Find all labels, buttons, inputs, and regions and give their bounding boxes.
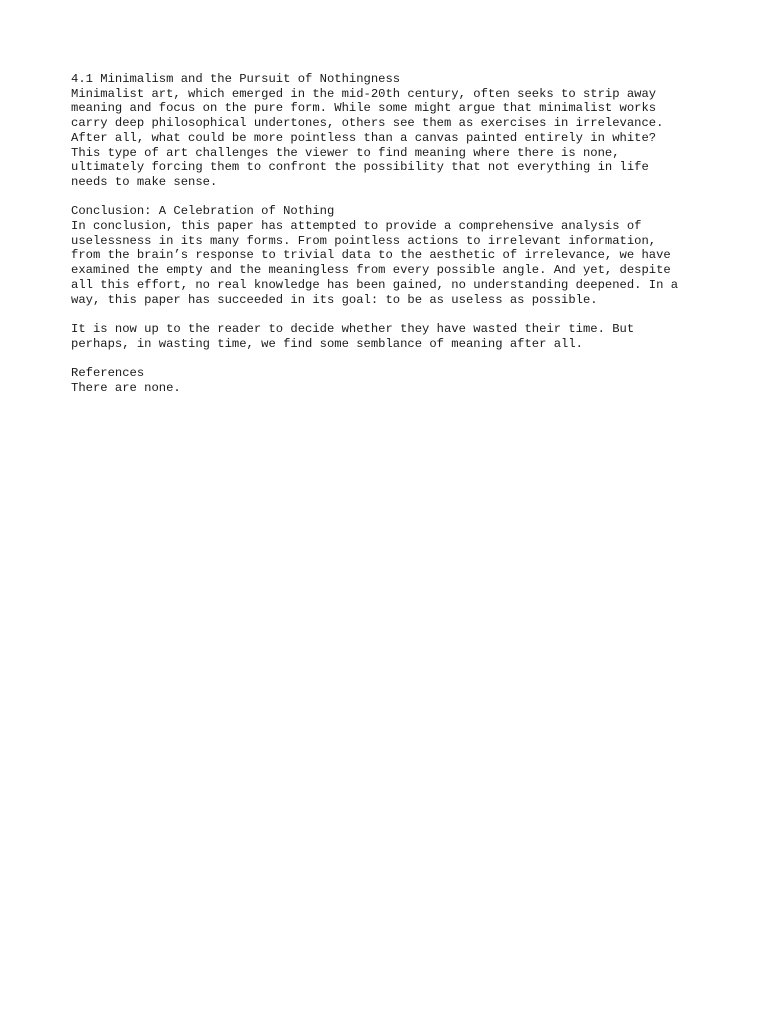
paragraph-line: uselessness in its many forms. From pointless actions to irrelevant information,: [71, 233, 657, 248]
paragraph-line: Minimalist art, which emerged in the mid-20th century, often seeks to strip away: [71, 86, 657, 101]
document-page: [71, 72, 711, 410]
paragraph-line: This type of art challenges the viewer to find meaning where there is none,: [71, 145, 620, 160]
paragraph-line: It is now up to the reader to decide whether they have wasted their time. But: [71, 321, 635, 336]
references-text: There are none.: [71, 380, 181, 395]
paragraph-line: way, this paper has succeeded in its goal: to be as useless as possible.: [71, 292, 598, 307]
section-conclusion: [71, 204, 711, 307]
paragraph-line: examined the empty and the meaningless from every possible angle. And yet, despite: [71, 263, 671, 278]
paragraph-line: meaning and focus on the pure form. While some might argue that minimalist works: [71, 101, 657, 116]
section-heading: 4.1 Minimalism and the Pursuit of Nothingness: [71, 72, 401, 86]
section-references: [71, 366, 711, 395]
paragraph-line: from the brain’s response to trivial data to the aesthetic of irrelevance, we have: [71, 248, 671, 263]
paragraph-line: ultimately forcing them to confront the possibility that not everything in life: [71, 160, 649, 175]
paragraph-line: carry deep philosophical undertones, others see them as exercises in irrelevance.: [71, 116, 664, 131]
closing-paragraph: [71, 322, 711, 351]
paragraph-line: In conclusion, this paper has attempted to provide a comprehensive analysis of: [71, 219, 642, 234]
paragraph-line: perhaps, in wasting time, we find some semblance of meaning after all.: [71, 336, 583, 351]
paragraph-line: After all, what could be more pointless than a canvas painted entirely in white?: [71, 130, 657, 145]
paragraph-line: all this effort, no real knowledge has been gained, no understanding deepened. In a: [71, 277, 679, 292]
section-heading: Conclusion: A Celebration of Nothing: [71, 204, 335, 219]
section-minimalism: [71, 72, 711, 190]
paragraph-line: needs to make sense.: [71, 174, 218, 189]
section-heading: References: [71, 366, 145, 381]
